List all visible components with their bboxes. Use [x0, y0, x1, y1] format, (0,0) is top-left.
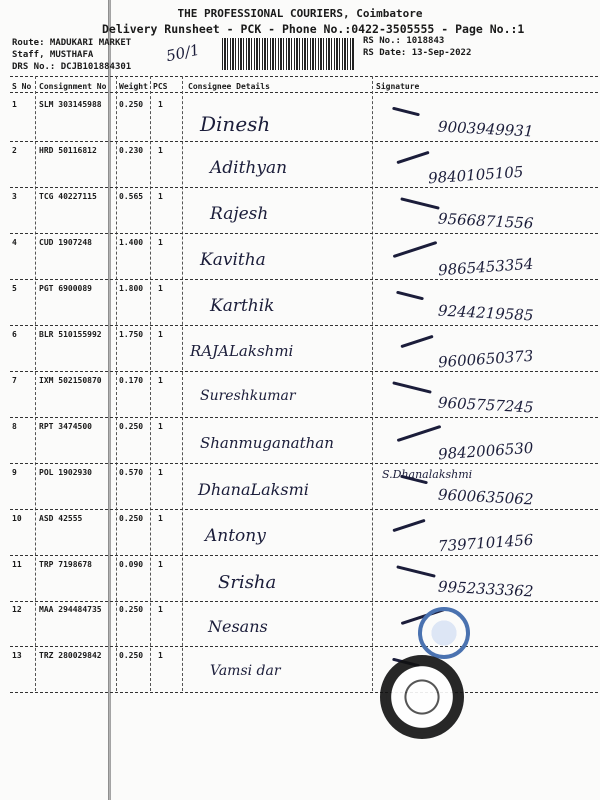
- row-sno: 3: [12, 192, 17, 201]
- row-pcs: 1: [158, 284, 163, 293]
- row-weight: 0.565: [119, 192, 144, 201]
- row-separator: [10, 555, 598, 556]
- signature-name-handwritten: S.Dhanalakshmi: [382, 468, 473, 481]
- black-seal-stamp: [380, 655, 464, 739]
- row-consignment: TRP 7198678: [39, 560, 92, 569]
- row-separator: [10, 141, 598, 142]
- row-sno: 13: [12, 651, 22, 660]
- drs-number: DRS No.: DCJB101884301: [12, 62, 132, 72]
- row-phone-handwritten: 9865453354: [437, 254, 534, 280]
- row-pcs: 1: [158, 146, 163, 155]
- row-pcs: 1: [158, 422, 163, 431]
- row-phone-handwritten: 9605757245: [437, 393, 534, 417]
- row-weight: 0.250: [119, 605, 144, 614]
- row-weight: 0.170: [119, 376, 144, 385]
- signature-scribble: [392, 381, 432, 394]
- row-separator: [10, 692, 598, 693]
- row-consignee-handwritten: Rajesh: [210, 204, 269, 224]
- row-phone-handwritten: 7397101456: [437, 530, 534, 556]
- col-sno: S No: [12, 82, 32, 91]
- row-separator: [10, 646, 598, 647]
- row-weight: 0.570: [119, 468, 144, 477]
- row-consignee-handwritten: Kavitha: [200, 250, 266, 270]
- divider-4: [182, 76, 183, 691]
- row-consignee-handwritten: Sureshkumar: [200, 388, 296, 404]
- row-sno: 4: [12, 238, 17, 247]
- divider-5: [372, 76, 373, 691]
- row-separator: [10, 371, 598, 372]
- row-consignment: PGT 6900089: [39, 284, 92, 293]
- barcode: [222, 38, 354, 70]
- row-separator: [10, 325, 598, 326]
- row-sno: 9: [12, 468, 17, 477]
- row-phone-handwritten: 9840105105: [427, 162, 524, 188]
- row-consignee-handwritten: Nesans: [208, 617, 268, 636]
- row-pcs: 1: [158, 192, 163, 201]
- header-rule-top: [10, 76, 598, 77]
- divider-3: [150, 76, 151, 691]
- signature-scribble: [396, 291, 424, 301]
- row-sno: 8: [12, 422, 17, 431]
- row-weight: 0.250: [119, 422, 144, 431]
- row-consignee-handwritten: Karthik: [210, 296, 275, 316]
- row-consignment: SLM 303145988: [39, 100, 102, 109]
- col-signature: Signature: [376, 82, 420, 91]
- row-separator: [10, 417, 598, 418]
- row-consignment: TCG 40227115: [39, 192, 97, 201]
- row-sno: 1: [12, 100, 17, 109]
- row-sno: 12: [12, 605, 22, 614]
- row-separator: [10, 601, 598, 602]
- row-pcs: 1: [158, 605, 163, 614]
- row-separator: [10, 187, 598, 188]
- row-phone-handwritten: 9566871556: [437, 209, 534, 233]
- row-pcs: 1: [158, 376, 163, 385]
- row-consignment: RPT 3474500: [39, 422, 92, 431]
- row-pcs: 1: [158, 468, 163, 477]
- col-consignee: Consignee Details: [188, 82, 270, 91]
- row-pcs: 1: [158, 560, 163, 569]
- route-label: Route: MADUKARI MARKET: [12, 38, 132, 48]
- row-consignment: MAA 294484735: [39, 605, 102, 614]
- row-pcs: 1: [158, 330, 163, 339]
- row-sno: 7: [12, 376, 17, 385]
- signature-scribble: [397, 425, 442, 442]
- signature-scribble: [400, 197, 440, 210]
- runsheet-subtitle: Delivery Runsheet - PCK - Phone No.:0422-3505555 - Page No.:1: [102, 22, 525, 36]
- company-title: THE PROFESSIONAL COURIERS, Coimbatore: [177, 7, 423, 20]
- row-consignee-handwritten: Dinesh: [200, 112, 271, 136]
- row-phone-handwritten: 9003949931: [437, 117, 534, 141]
- row-consignment: IXM 502150870: [39, 376, 102, 385]
- col-pcs: PCS: [153, 82, 168, 91]
- row-sno: 2: [12, 146, 17, 155]
- row-separator: [10, 463, 598, 464]
- row-separator: [10, 233, 598, 234]
- divider-1: [35, 76, 36, 691]
- row-consignment: HRD 50116812: [39, 146, 97, 155]
- row-consignment: BLR 510155992: [39, 330, 102, 339]
- row-consignment: ASD 42555: [39, 514, 83, 523]
- row-sno: 5: [12, 284, 17, 293]
- signature-scribble: [392, 519, 425, 532]
- row-weight: 0.250: [119, 651, 144, 660]
- row-sno: 11: [12, 560, 22, 569]
- row-phone-handwritten: 9952333362: [437, 577, 534, 601]
- row-consignee-handwritten: Shanmuganathan: [200, 434, 334, 452]
- row-consignee-handwritten: Srisha: [218, 572, 277, 593]
- row-sno: 6: [12, 330, 17, 339]
- rs-date: RS Date: 13-Sep-2022: [363, 48, 472, 58]
- row-consignment: CUD 1907248: [39, 238, 92, 247]
- signature-scribble: [393, 241, 438, 258]
- row-weight: 1.800: [119, 284, 144, 293]
- row-pcs: 1: [158, 238, 163, 247]
- row-consignee-handwritten: RAJALakshmi: [190, 342, 294, 360]
- row-separator: [10, 509, 598, 510]
- row-pcs: 1: [158, 514, 163, 523]
- staff-label: Staff, MUSTHAFA: [12, 50, 94, 60]
- row-consignee-handwritten: DhanaLaksmi: [198, 480, 309, 499]
- signature-scribble: [400, 335, 433, 348]
- row-pcs: 1: [158, 100, 163, 109]
- row-weight: 1.750: [119, 330, 144, 339]
- row-weight: 0.230: [119, 146, 144, 155]
- signature-scribble: [392, 107, 420, 117]
- row-consignee-handwritten: Antony: [205, 526, 266, 546]
- row-weight: 0.250: [119, 514, 144, 523]
- signature-scribble: [396, 565, 436, 578]
- row-sno: 10: [12, 514, 22, 523]
- handwritten-mark: 50/1: [164, 40, 202, 66]
- row-consignee-handwritten: Adithyan: [210, 158, 288, 178]
- row-weight: 0.090: [119, 560, 144, 569]
- row-consignee-handwritten: Vamsi dar: [210, 663, 281, 679]
- header-rule-bottom: [10, 92, 598, 93]
- row-weight: 1.400: [119, 238, 144, 247]
- row-consignment: POL 1902930: [39, 468, 92, 477]
- row-pcs: 1: [158, 651, 163, 660]
- row-phone-handwritten: 9244219585: [437, 301, 534, 325]
- row-phone-handwritten: 9600650373: [437, 346, 534, 372]
- divider-2: [116, 76, 117, 691]
- row-weight: 0.250: [119, 100, 144, 109]
- row-consignment: TRZ 280029842: [39, 651, 102, 660]
- col-weight: Weight: [119, 82, 148, 91]
- paper-fold-line: [108, 0, 111, 800]
- row-phone-handwritten: 9600635062: [437, 485, 534, 509]
- row-separator: [10, 279, 598, 280]
- rs-number: RS No.: 1018843: [363, 36, 445, 46]
- blue-stamp: [418, 607, 470, 659]
- row-phone-handwritten: 9842006530: [437, 438, 534, 464]
- signature-scribble: [396, 151, 429, 164]
- col-consignment: Consignment No: [39, 82, 107, 91]
